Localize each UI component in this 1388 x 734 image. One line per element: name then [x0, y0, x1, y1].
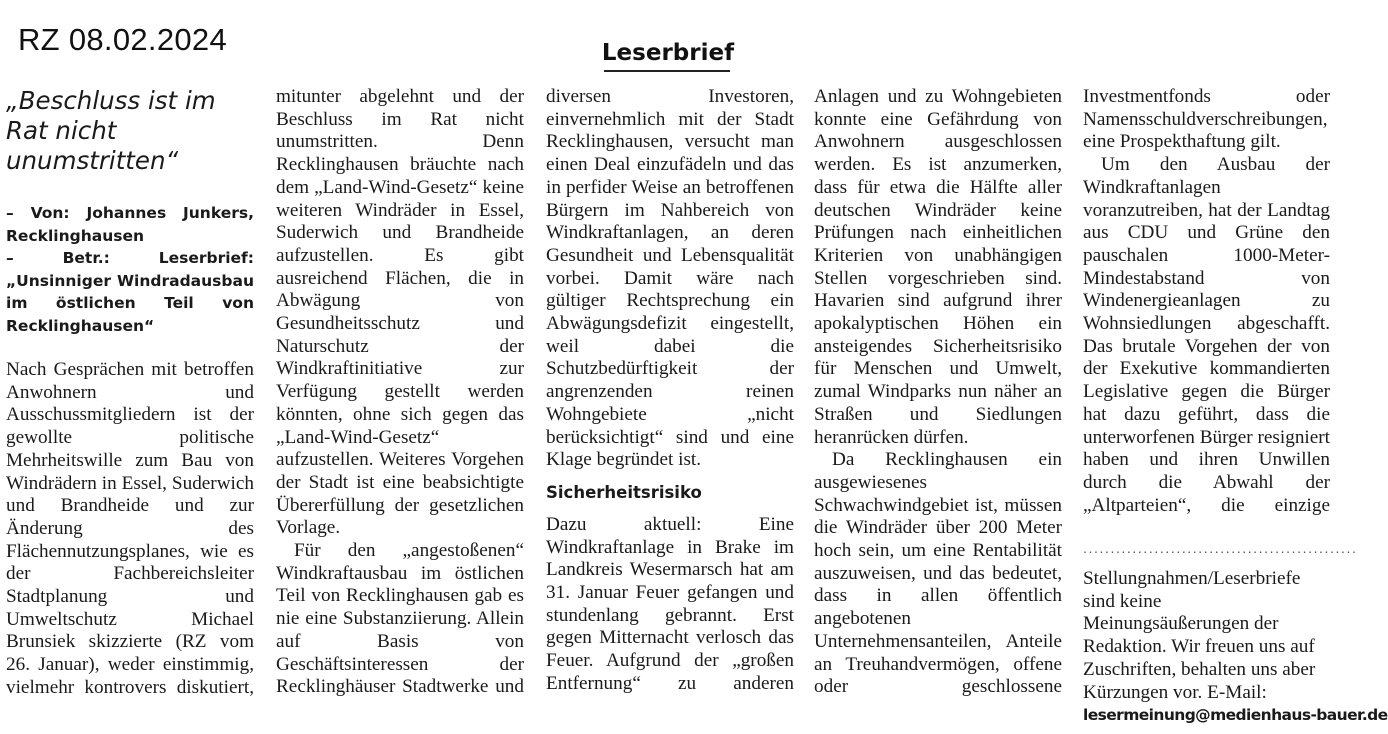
subheading: Sicherheitsrisiko [546, 482, 702, 502]
separator-dots: .................................................. [1083, 540, 1358, 557]
letter-subject: – Betr.: Leserbrief: „Unsinniger Windradausbau im östlichen Teil von Recklinghausen“ [6, 249, 254, 335]
body-flow-1 [6, 359, 254, 700]
paragraph: Nach Gesprächen mit betroffen Anwohnern und Ausschussmitgliedern ist der gewollte politische Mehrheitswille zum Bau von Windrädern in Essel, Suderwich und Brandheide und zur Änderung des Flächennutzungsplanes, wie es der Fachbereichsleiter Stadtplanung und Umweltschutz Michael Brunsiek skizzierte (RZ vom 26. Januar), weder einstimmig, vielmehr kontrovers diskutiert, [6, 359, 254, 698]
paragraph: Da Recklinghausen ein ausgewiesenes Schwachwindgebiet ist, müssen die Windräder über 200 Meter hoch sein, um eine Rentabilität auszuweisen, und das bedeutet, dass in allen öffentlich angebotenen Unternehmensanteilen, Anteile an Treuhandvermögen, offene oder geschlossene [814, 449, 1062, 698]
body-flow-3 [546, 86, 794, 696]
letter-author: – Von: Johannes Junkers, Recklinghausen [6, 204, 254, 245]
contact-email[interactable]: lesermeinung@medienhaus-bauer.de [1083, 706, 1388, 725]
column-1 [6, 86, 254, 700]
paragraph: Anlagen und zu Wohngebieten konnte eine Gefährdung von Anwohnern ausgeschlossen werden. Es ist anzumerken, dass für etwa die Hälfte aller deutschen Windräder keine Prüfungen nach einheitlichen Kriterien von unabhängigen Stellen vorgeschrieben sind. Havarien sind aufgrund ihrer apokalyptischen Höhen ein ansteigendes Sicherheitsrisiko für Menschen und Umwelt, zumal Windparks nun näher an Straßen und Siedlungen heranrücken dürfen. [814, 86, 1062, 448]
rubric-underline [604, 70, 730, 72]
column-5 [1083, 86, 1388, 726]
paragraph: Um den Ausbau der Windkraftanlagen voranzutreiben, hat der Landtag aus CDU und Grüne den pauschalen 1000-Meter-Mindestabstand von Windenergieanlagen zu Wohnsiedlungen abgeschafft. Das brutale Vorgehen der von der Exekutive kommandierten Legislative gegen die Bürger hat dazu geführt, dass die unterworfenen Bürger resigniert haben und ihren Unwillen durch die Abwahl der „Altparteien“, die einzige [1083, 154, 1330, 516]
editorial-disclaimer: Stellungnahmen/Leserbriefe sind keine Meinungsäußerungen der Redaktion. Wir freuen uns auf Zuschriften, behalten uns aber Kürzungen vor. E-Mail: [1083, 568, 1316, 703]
body-flow-2 [276, 86, 524, 699]
body-flow-4 [814, 86, 1062, 699]
paragraph: diversen Investoren, einvernehmlich mit der Stadt Recklinghausen, versucht man einen Deal einzufädeln und das in perfider Weise an betroffenen Bürgern im Nahbereich von Windkraftanlagen, an deren Gesundheit und Lebensqualität vorbei. Damit wäre nach gültiger Rechtsprechung ein Abwägungsdefizit eingestellt, weil dabei die Schutzbedürftigkeit der angrenzenden reinen Wohngebiete „nicht berücksichtigt“ sind und eine Klage begründet ist. [546, 86, 794, 471]
paragraph: Dazu aktuell: Eine Windkraftanlage in Brake im Landkreis Wesermarsch hat am 31. Januar Feuer gefangen und stundenlang gebrannt. Erst gegen Mitternacht verlosch das Feuer. Aufgrund der „großen Entfernung“ zu anderen [546, 513, 794, 694]
section-rubric: Leserbrief [601, 40, 735, 66]
paragraph: mitunter abgelehnt und der Beschluss im Rat nicht unumstritten. Denn Recklinghausen bräuchte nach dem „Land-Wind-Gesetz“ keine weiteren Windräder in Essel, Suderwich und Brandheide aufzustellen. Es gibt ausreichend Flächen, die in Abwägung von Gesundheitsschutz und Naturschutz der Windkraftinitiative zur Verfügung gestellt werden könnten, ohne sich gegen das „Land-Wind-Gesetz“ aufzustellen. Weiteres Vorgehen der Stadt ist eine beabsichtigte Übererfüllung der gesetzlichen Vorlage. [276, 86, 524, 539]
paragraph: Investmentfonds oder Namensschuldverschreibungen, eine Prospekthaftung gilt. [1083, 86, 1330, 153]
column-3 [546, 86, 794, 696]
column-2 [276, 86, 524, 699]
body-flow-5 [1083, 86, 1330, 517]
date-stamp: RZ 08.02.2024 [18, 22, 227, 57]
paragraph: Für den „angestoßenen“ Windkraftausbau im östlichen Teil von Recklinghausen gab es nie eine Substanziierung. Allein auf Basis von Geschäftsinteressen der Recklinghäuser Stadtwerke und [276, 540, 524, 698]
letter-headline: „Beschluss ist im Rat nicht unumstritten“ [6, 86, 216, 175]
column-4 [814, 86, 1062, 699]
